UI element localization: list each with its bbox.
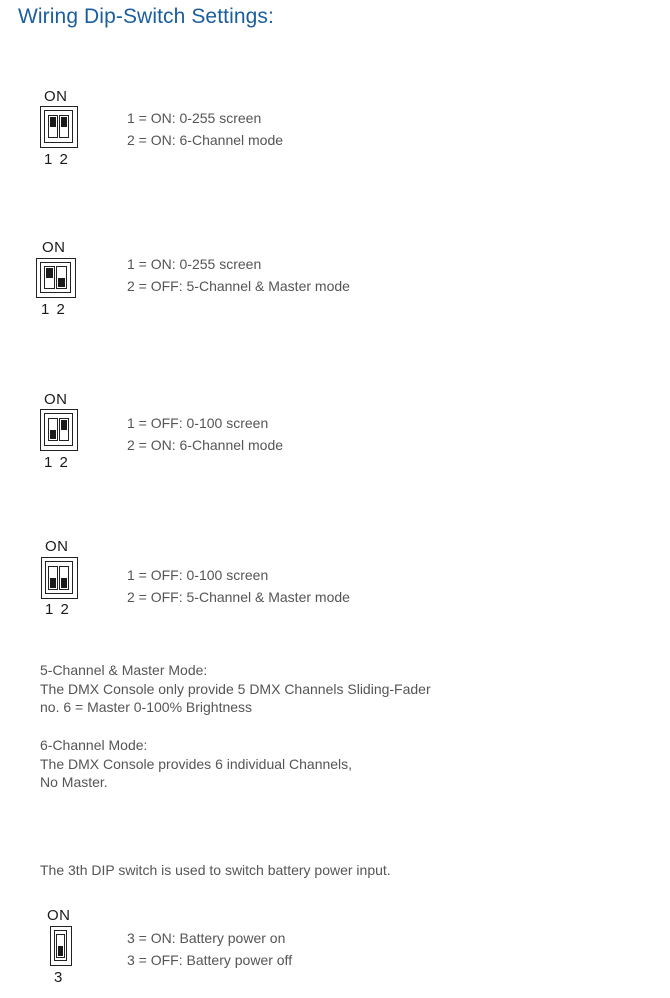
description-line-1: 3 = ON: Battery power on	[127, 930, 286, 946]
battery-switch-description	[127, 927, 292, 971]
description-line-1: 1 = ON: 0-255 screen	[127, 110, 262, 126]
switch-knob-2	[61, 420, 67, 430]
note-line: No Master.	[40, 774, 108, 790]
note-heading: 6-Channel Mode:	[40, 737, 148, 753]
switch-numbers: 1 2	[44, 454, 70, 471]
description-line-1: 1 = OFF: 0-100 screen	[127, 415, 269, 431]
note-line: The DMX Console only provide 5 DMX Channels Sliding-Fader	[40, 680, 431, 697]
switch-slot-1	[48, 115, 58, 138]
switch-slot-1	[48, 566, 58, 590]
switch-knob-2	[58, 278, 65, 287]
third-switch-note: The 3th DIP switch is used to switch battery power input.	[40, 862, 391, 878]
page-title: Wiring Dip-Switch Settings:	[18, 5, 274, 28]
switch-knob-2	[61, 578, 67, 588]
on-label: ON	[47, 907, 71, 924]
dip-switch-icon	[40, 106, 78, 148]
switch-description	[127, 564, 350, 608]
dip-switch-icon	[40, 409, 78, 451]
dip-switch-icon	[41, 557, 78, 599]
description-line-2: 2 = OFF: 5-Channel & Master mode	[127, 278, 350, 294]
description-line-2: 2 = ON: 6-Channel mode	[127, 437, 284, 453]
switch-slot-2	[59, 418, 69, 441]
switch-knob-1	[50, 117, 56, 127]
switch-numbers: 1 2	[45, 601, 71, 618]
switch-slot-3	[56, 934, 65, 958]
on-label: ON	[42, 239, 66, 256]
description-line-2: 3 = OFF: Battery power off	[127, 952, 293, 968]
switch-numbers: 1 2	[44, 151, 70, 168]
description-line-1: 1 = OFF: 0-100 screen	[127, 567, 269, 583]
note-line: The DMX Console provides 6 individual Channels,	[40, 755, 353, 772]
switch-number: 3	[54, 969, 64, 986]
dip-switch-icon	[36, 258, 76, 298]
note-line: no. 6 = Master 0-100% Brightness	[40, 699, 253, 715]
five-channel-note	[40, 661, 431, 717]
switch-knob-2	[61, 117, 67, 127]
description-line-2: 2 = ON: 6-Channel mode	[127, 132, 284, 148]
switch-slot-2	[56, 266, 67, 289]
description-line-2: 2 = OFF: 5-Channel & Master mode	[127, 589, 350, 605]
switch-description	[127, 412, 283, 456]
switch-knob-1	[46, 268, 53, 278]
switch-slot-2	[59, 115, 69, 138]
on-label: ON	[45, 538, 69, 555]
switch-slot-1	[48, 418, 58, 441]
switch-knob-1	[50, 578, 56, 588]
on-label: ON	[44, 391, 68, 408]
on-label: ON	[44, 88, 68, 105]
switch-description	[127, 107, 283, 151]
description-line-1: 1 = ON: 0-255 screen	[127, 256, 262, 272]
switch-knob-1	[50, 430, 56, 439]
dip-switch-icon	[50, 926, 72, 966]
note-heading: 5-Channel & Master Mode:	[40, 662, 208, 678]
switch-slot-1	[44, 266, 55, 289]
switch-slot-2	[59, 566, 69, 590]
switch-description	[127, 253, 350, 297]
switch-numbers: 1 2	[41, 301, 67, 318]
six-channel-note	[40, 736, 352, 792]
switch-knob-3	[58, 946, 63, 956]
